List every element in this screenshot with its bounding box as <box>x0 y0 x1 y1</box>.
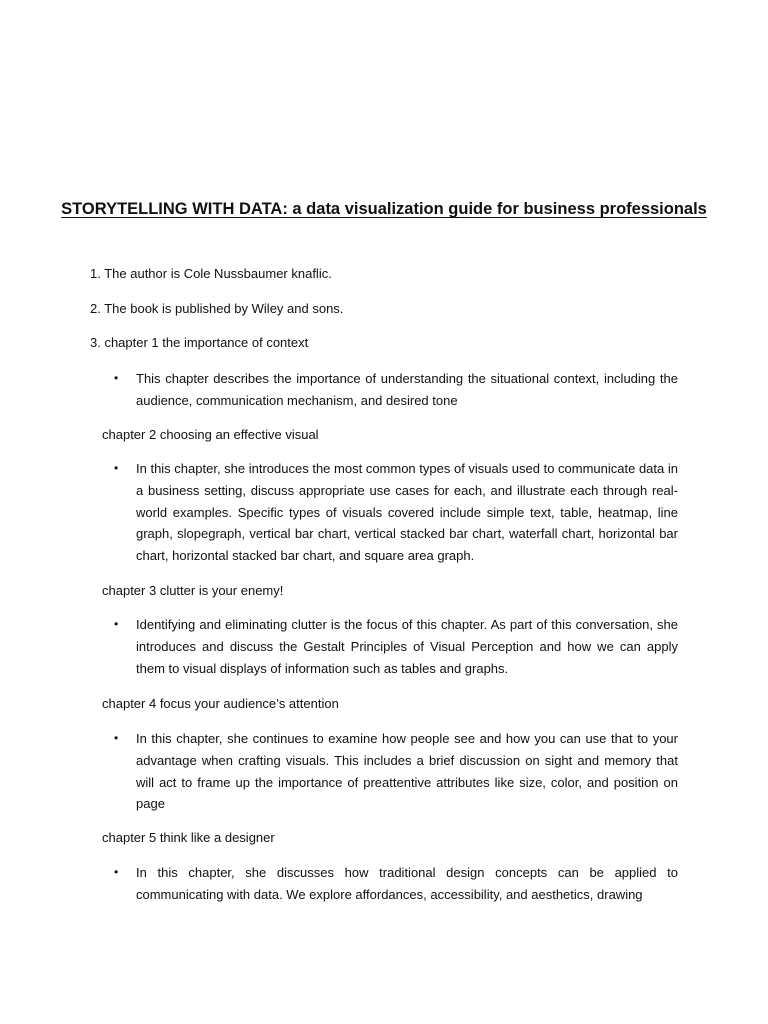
author-line: 1. The author is Cole Nussbaumer knaflic. <box>90 266 332 281</box>
chapter-5-heading: chapter 5 think like a designer <box>102 830 275 845</box>
chapter-4-bullet: In this chapter, she continues to examine how people see and how you can use that to your advantage when crafting visuals. This includes a brief discussion on sight and memory that will act to frame up the importance of preattentive attributes like size, color, and position on page <box>136 731 678 812</box>
chapter-1-heading: 3. chapter 1 the importance of context <box>90 335 309 350</box>
chapter-1-bullet: This chapter describes the importance of understanding the situational context, including the audience, communication mechanism, and desired tone <box>136 371 678 408</box>
bullet-marker: • <box>114 617 119 631</box>
bullet-marker: • <box>114 865 119 879</box>
bullet-marker: • <box>114 461 119 475</box>
document-title: STORYTELLING WITH DATA: a data visualization guide for business professionals <box>61 200 707 218</box>
chapter-2-bullet: In this chapter, she introduces the most common types of visuals used to communicate data in a business setting, discuss appropriate use cases for each, and illustrate each through real-world examples. Specific types of visuals covered include simple text, table, heatmap, line graph, slopegraph, vertical bar chart, vertical stacked bar chart, waterfall chart, horizontal bar chart, horizontal stacked bar chart, and square area graph. <box>136 461 678 564</box>
bullet-marker: • <box>114 731 119 745</box>
publisher-line: 2. The book is published by Wiley and sons. <box>90 301 344 316</box>
chapter-4-heading: chapter 4 focus your audience’s attention <box>102 696 339 711</box>
chapter-5-bullet: In this chapter, she discusses how traditional design concepts can be applied to communicating with data. We explore affordances, accessibility, and aesthetics, drawing <box>136 865 678 902</box>
bullet-marker: • <box>114 371 119 385</box>
chapter-3-heading: chapter 3 clutter is your enemy! <box>102 583 284 598</box>
chapter-3-bullet: Identifying and eliminating clutter is the focus of this chapter. As part of this conversation, she introduces and discuss the Gestalt Principles of Visual Perception and how we can apply them to visual displays of information such as tables and graphs. <box>136 617 678 676</box>
chapter-2-heading: chapter 2 choosing an effective visual <box>102 427 319 442</box>
